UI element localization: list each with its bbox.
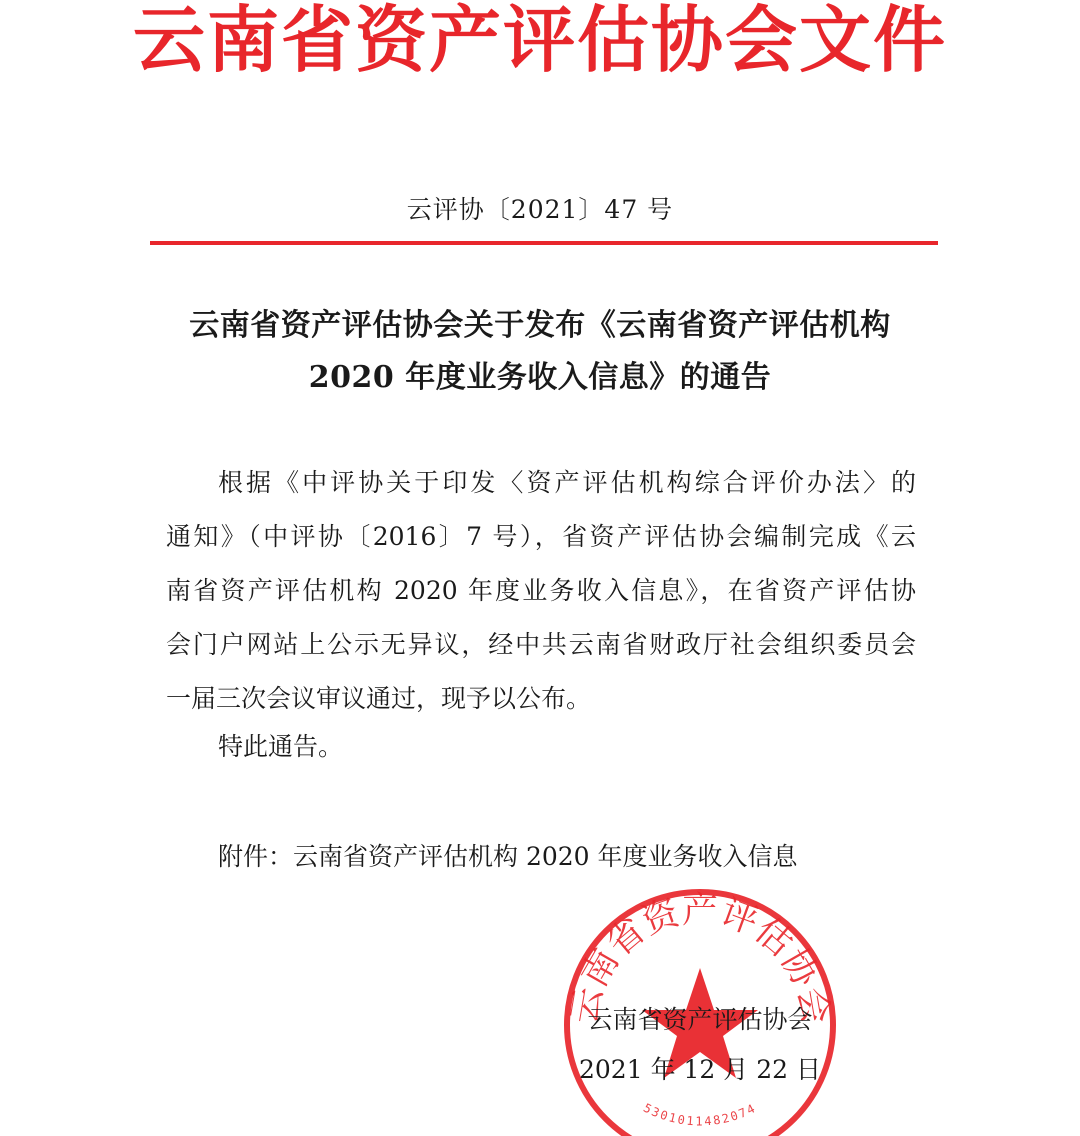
body-line: 南省资产评估机构 2020 年度业务收入信息》，在省资产评估协 [166, 576, 916, 605]
document-number: 云评协〔2021〕47 号 [406, 195, 674, 224]
seal-serial-number: 5301011482074 [641, 1100, 759, 1129]
body-line: 会门户网站上公示无异议，经中共云南省财政厅社会组织委员会 [166, 630, 916, 659]
body-line: 根据《中评协关于印发〈资产评估机构综合评价办法〉的 [218, 468, 916, 497]
document-title-line-1: 云南省资产评估协会关于发布《云南省资产评估机构 [189, 308, 891, 343]
body-line: 通知》（中评协〔2016〕7 号），省资产评估协会编制完成《云 [166, 522, 916, 551]
document-body [166, 456, 916, 726]
signature-date: 2021 年 12 月 22 日 [579, 1055, 821, 1084]
seal-arc-text: 云南省资产评估协会 [563, 890, 837, 1027]
body-line: 一届三次会议审议通过，现予以公布。 [166, 684, 592, 713]
closing-statement: 特此通告。 [218, 732, 344, 761]
document-masthead: 云南省资产评估协会文件 [132, 0, 947, 82]
signature-block [555, 995, 845, 1095]
attachment-note: 附件：云南省资产评估机构 2020 年度业务收入信息 [218, 842, 798, 871]
document-title-line-2: 2020 年度业务收入信息》的通告 [308, 360, 772, 395]
signatory-name: 云南省资产评估协会 [587, 1005, 813, 1034]
masthead-divider [150, 241, 938, 245]
document-title [100, 300, 980, 404]
